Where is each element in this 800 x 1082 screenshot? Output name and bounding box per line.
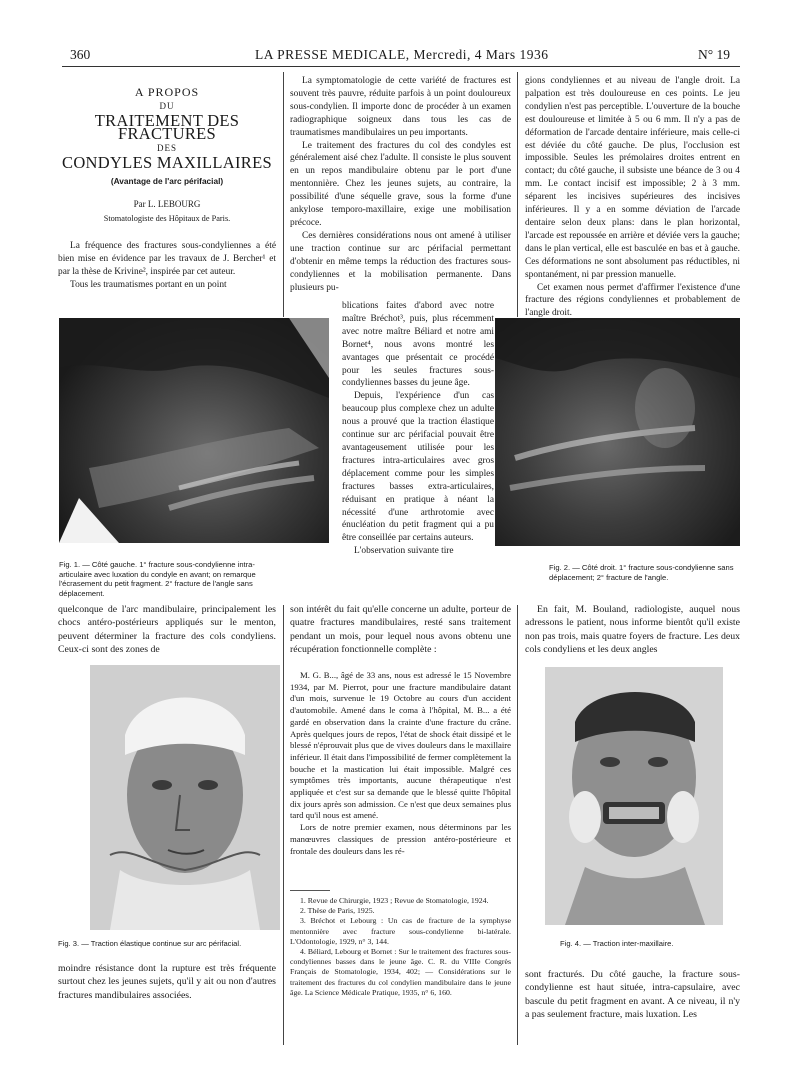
footnote-rule [290,890,330,891]
paragraph: quelconque de l'arc mandibulaire, principalement les chocs antéro-postérieurs appliqués sur le menton, peuvent déterminer la fracture des cols condyliens. Ceux-ci sont des zones de [58,604,276,656]
xray-image-fig2 [495,318,740,546]
column-divider [283,605,284,1045]
paragraph: moindre résistance dont la rupture est très fréquente surtout chez les jeunes sujets, qu'il y ait ou non d'autres fractures mandibulaires associées. [58,963,276,1001]
paragraph: gions condyliennes et au niveau de l'angle droit. La palpation est très douloureuse en ces points. Le jeu condylien n'est pas perceptible. L'ouverture de la bouche est douloureuse et limitée à 5 ou 6 mm. Il n'y a pas de déformation de l'arcade dentaire inférieure, mais celle-ci est déviée du côté gauche. De plus, l'occlusion est impossible. Seules les prémolaires droites entrent en contact; du côté gauche, il subsiste une béance de 3 ou 4 mm. Le contact incisif est impossible; 2 à 3 mm. séparent les incisives supérieures des incisives inférieures. Il y a en somme déviation de l'arcade dentaire selon deux plans: dans le plan horizontal, l'arcade est repoussée en arrière et déviée vers la gauche; dans le plan vertical, elle est basculée en bas et à gauche. Ces déformations ne sont absolument pas réductibles, ni spontanément, ni par pression manuelle. [525,76,740,280]
column-divider [517,605,518,1045]
paragraph: La fréquence des fractures sous-condyliennes a été bien mise en évidence par les travaux de J. Bercher¹ et par la thèse de Krivine², inspirée par cet auteur. [58,241,276,277]
paragraph: Cet examen nous permet d'affirmer l'existence d'une fracture des régions condyliennes et probablement de l'angle droit. [525,282,740,319]
article-des: DES [156,142,177,153]
footnote: 4. Béliard, Lebourg et Bornet : Sur le traitement des fractures sous-condyliennes basses dans le jeune âge. C. R. du VIIIe Congrès Français de Stomatologie, 1934, 402; — Considérations sur le traitement des fractures du col condylien mandibulaire dans le jeune âge. La Science Médicale Pratique, 1935, n° 6, 160. [290,947,511,997]
column3-mid [525,603,740,657]
observation-block [290,670,511,857]
paragraph: son intérêt du fait qu'elle concerne un adulte, porteur de quatre fractures mandibulaires, resté sans traitement pendant un mois, pour lequel nous avons obtenu une récupération fonctionnelle complète : [290,604,511,656]
article-heading [58,86,276,226]
page-number: 360 [70,47,91,62]
paragraph: Depuis, l'expérience d'un cas beaucoup plus complexe chez un adulte nous a prouvé que la traction élastique continue sur arc périfacial pouvait être avantageusement utilisée pour les fractures intra-articulaires avec gros déplacement comme pour les simples fractures basses extra-articulaires, réduisant en pratique à néant la nécessité d'une arthrotomie avec énucléation du petit fragment qui a pu être conseillée par certains auteurs. [342,391,494,544]
issue-number: N° 19 [697,47,730,62]
caption-fig2: Fig. 2. — Côté droit. 1° fracture sous-condylienne sans déplacement; 2° fracture de l'angle. [549,563,734,582]
paragraph: Le traitement des fractures du col des condyles est généralement aisé chez l'adulte. Il consiste le plus souvent en un repos mandibulaire obtenu par le port d'une mentonnière. Chez les jeunes sujets, au contraire, la possibilité d'une séquelle grave, sous la forme d'une ankylose temporo-maxillaire, exige une mobilisation précoce. [290,140,511,228]
paragraph: Ces dernières considérations nous ont amené à utiliser une traction continue sur arc périfacial permettant d'obtenir en même temps la réduction des fractures sous-condyliennes et la mobilisation permanente. Dans plusieurs pu- [290,230,511,293]
paragraph: Lors de notre premier examen, nous déterminons par les manœuvres classiques de pression antéro-postérieure et frontale des douleurs dans les ré- [290,822,511,856]
article-du: DU [159,100,175,111]
article-kicker: A PROPOS [134,85,200,99]
column1-bottom [58,962,276,1002]
column1-intro [58,240,276,292]
caption-fig1: Fig. 1. — Côté gauche. 1° fracture sous-condylienne intra-articulaire avec luxation du condyle en avant; on remarque l'écrasement du petit fragment. 2° fracture de l'angle sans déplacement. [59,560,256,598]
paragraph: sont fracturés. Du côté gauche, la fracture sous-condylienne est haut située, intra-capsulaire, avec bascule du petit fragment en avant. A ce niveau, il n'y a pas seulement fracture, mais luxation. Les [525,969,740,1021]
column2-narrow [342,300,494,558]
column-divider [283,72,284,317]
article-title-line1: TRAITEMENT DES FRACTURES [94,110,240,143]
paragraph: blications faites d'abord avec notre maître Bréchot³, puis, plus récemment avec notre maître Béliard et notre ami Bornet⁴, nous avons montré les avantages que présentait ce procédé pour les seules fractures sous-condyliennes basses du jeune âge. [342,301,494,389]
paragraph: Tous les traumatismes portant en un point [70,279,227,290]
paragraph: En fait, M. Bouland, radiologiste, auquel nous adressons le patient, nous informe bientôt qu'il existe non pas trois, mais quatre foyers de fracture. Les deux cols condyliens et les deux angles [525,604,740,656]
article-affiliation: Stomatologiste des Hôpitaux de Paris. [103,214,231,224]
patient-photo-fig3 [90,665,280,930]
header-rule [62,66,740,67]
column2-mid [290,603,511,657]
caption-fig4: Fig. 4. — Traction inter-maxillaire. [560,939,674,948]
article-byline: Par L. LEBOURG [133,199,201,210]
column-divider [517,72,518,317]
paragraph: La symptomatologie de cette variété de fractures est souvent très pauvre, réduite parfois à un point douloureux sous-condylien. Il importe donc de procéder à un examen radiographique soigneux dans tous les cas de traumatismes mandibulaires un peu importants. [290,76,511,138]
paragraph: L'observation suivante tire [354,546,454,557]
footnote: 3. Bréchot et Lebourg : Un cas de fracture de la symphyse mentonnière avec fracture sous-condylienne bi-latérale. L'Odontologie, 1929, n° 3, 144. [290,916,511,946]
footnotes [290,896,511,998]
paragraph: M. G. B..., âgé de 33 ans, nous est adressé le 15 Novembre 1934, par M. Pierrot, pour une fracture mandibulaire datant d'un mois, survenue le 19 Octobre au cours d'un accident d'automobile. Amené dans le coma à l'hôpital, M. B... a été gardé en observation dans la crainte d'une fracture du crâne. Après quelques jours de repos, l'état de shock était dissipé et le blessé n'éprouvait plus que de vives douleurs dans le maxillaire inférieur. Il était dans l'impossibilité de fermer complètement la bouche et la mastication lui était impossible. Malgré ces symptômes très importants, aucune thérapeutique n'est appliquée et c'est sur sa demande que le blessé quitte l'hôpital dix jours après son admission. Ce n'est que deux semaines plus tard qu'il nous est amené. [290,670,511,821]
xray-image-fig1 [59,318,329,543]
column3-top [525,75,740,320]
footnote: 1. Revue de Chirurgie, 1923 ; Revue de Stomatologie, 1924. [300,896,489,905]
footnote: 2. Thèse de Paris, 1925. [300,906,375,916]
column2-top [290,75,511,294]
column3-bottom [525,968,740,1022]
patient-photo-fig4 [545,667,723,925]
journal-title: LA PRESSE MEDICALE, Mercredi, 4 Mars 1936 [255,47,549,62]
caption-fig3: Fig. 3. — Traction élastique continue sur arc périfacial. [58,939,242,948]
article-title-line2: CONDYLES MAXILLAIRES [62,152,272,172]
column1-mid [58,603,276,657]
article-subtitle: (Avantage de l'arc périfacial) [110,176,224,187]
